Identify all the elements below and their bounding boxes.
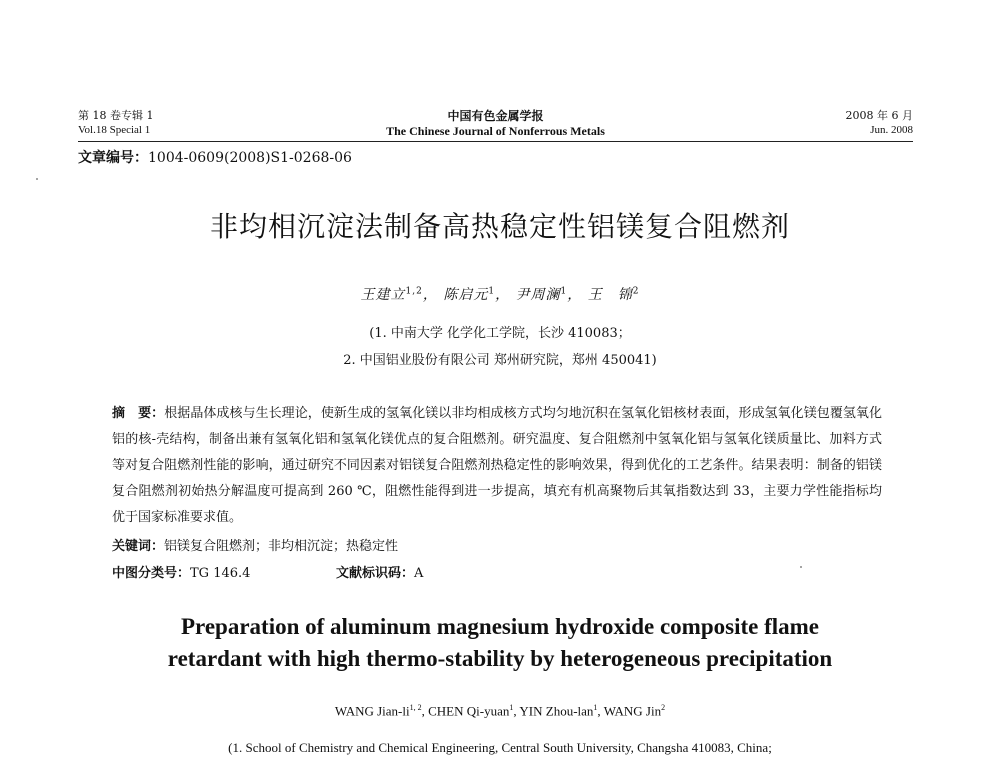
author-cn-1-sup: 1,2 xyxy=(405,286,423,297)
author-en-3: YIN Zhou-lan xyxy=(519,703,594,719)
author-en-1: WANG Jian-li xyxy=(334,703,410,719)
volume-cn: 第 18 卷专辑 1 xyxy=(78,109,154,122)
author-en-4: WANG Jin xyxy=(603,703,662,719)
author-sep: ， xyxy=(495,287,511,303)
author-cn-1: 王建立 xyxy=(360,287,406,303)
doc-code-label: 文献标识码： xyxy=(336,566,415,581)
keywords-label: 关键词： xyxy=(112,539,165,554)
author-cn-4-sup: 2 xyxy=(632,286,640,297)
clc-number xyxy=(112,562,250,581)
authors-cn xyxy=(0,284,1000,304)
author-sep: , xyxy=(597,703,604,719)
date-en: Jun. 2008 xyxy=(870,124,913,136)
author-en-3-sup: 1 xyxy=(593,703,598,712)
author-sep: ， xyxy=(422,287,438,303)
article-number-label: 文章编号： xyxy=(78,150,148,166)
header-rule xyxy=(78,141,913,142)
keywords xyxy=(112,535,398,554)
affiliation-cn-2: 2. 中国铝业股份有限公司 郑州研究院，郑州 450041) xyxy=(343,353,657,368)
title-en-line-1: Preparation of aluminum magnesium hydroxide composite flame xyxy=(180,614,820,639)
keywords-text: 铝镁复合阻燃剂；非均相沉淀；热稳定性 xyxy=(164,539,399,554)
document-code xyxy=(336,562,423,581)
author-cn-3: 尹周澜 xyxy=(515,287,561,303)
author-sep: ， xyxy=(567,287,583,303)
affiliation-cn-1: (1. 中南大学 化学化工学院，长沙 410083； xyxy=(369,326,631,341)
clc-label: 中图分类号： xyxy=(112,566,191,581)
scan-speck xyxy=(800,566,802,568)
running-header-en xyxy=(78,124,913,140)
author-en-2-sup: 1 xyxy=(509,703,514,712)
author-sep: , xyxy=(513,703,520,719)
authors-en xyxy=(0,703,1000,719)
author-cn-2-sup: 1 xyxy=(488,286,496,297)
volume-en: Vol.18 Special 1 xyxy=(78,124,151,136)
journal-name-en: The Chinese Journal of Nonferrous Metals xyxy=(386,124,605,138)
author-cn-4: 王 锦 xyxy=(587,287,633,303)
author-en-2: CHEN Qi-yuan xyxy=(428,703,510,719)
running-header-cn xyxy=(78,107,913,123)
title-cn: 非均相沉淀法制备高热稳定性铝镁复合阻燃剂 xyxy=(209,210,790,243)
author-cn-2: 陈启元 xyxy=(443,287,489,303)
clc-value: TG 146.4 xyxy=(190,566,251,581)
author-sep: , xyxy=(421,703,429,719)
abstract-text: 根据晶体成核与生长理论，使新生成的氢氧化镁以非均相成核方式均匀地沉积在氢氧化铝核材表面，形成氢氧化镁包覆氢氧化铝的核-壳结构，制备出兼有氢氧化铝和氢氧化镁优点的复合阻燃剂。研究温度、复合阻燃剂中氢氧化铝与氢氧化镁质量比、加料方式等对复合阻燃剂性能的影响，通过研究不同因素对铝镁复合阻燃剂热稳定性的影响效果，得到优化的工艺条件。结果表明：制备的铝镁复合阻燃剂初始热分解温度可提高到 260 ℃，阻燃性能得到进一步提高，填充有机高聚物后其氧指数达到 33，主要力学性能指标均优于国家标准要求值。 xyxy=(112,406,882,525)
doc-code-value: A xyxy=(414,566,424,581)
article-number xyxy=(78,147,352,167)
author-cn-3-sup: 1 xyxy=(560,286,568,297)
title-en-line-2: retardant with high thermo-stability by heterogeneous precipitation xyxy=(167,646,833,671)
title-en xyxy=(0,611,1000,675)
affiliation-en: (1. School of Chemistry and Chemical Engineering, Central South University, Changsha 410083, China; xyxy=(228,740,772,755)
article-number-value: 1004-0609(2008)S1-0268-06 xyxy=(148,150,352,166)
author-en-1-sup: 1, 2 xyxy=(409,703,422,712)
scan-speck xyxy=(36,178,38,180)
date-cn: 2008 年 6 月 xyxy=(845,109,913,122)
author-en-4-sup: 2 xyxy=(661,703,666,712)
abstract-cn xyxy=(112,401,882,531)
journal-name-cn: 中国有色金属学报 xyxy=(447,109,544,123)
abstract-label: 摘 要： xyxy=(112,406,165,421)
